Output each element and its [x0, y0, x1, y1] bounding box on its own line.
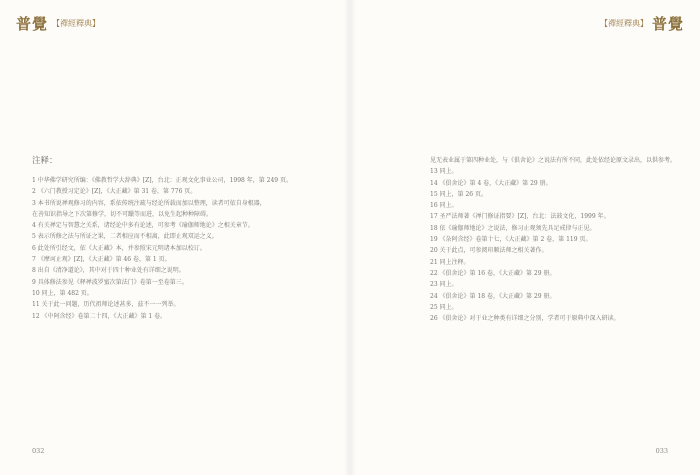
note-line: 11 关于此一问题，历代祖师论述甚多，兹不一一列举。 [32, 301, 180, 309]
note-line: 23 同上。 [430, 281, 458, 289]
note-line: 10 同上，第 482 页。 [32, 289, 93, 297]
right-notes [430, 155, 680, 324]
note-line: 6 此处所引经文，依《大正藏》本，并参照宋元明诸本加以校订。 [32, 244, 206, 252]
note-line: 13 同上。 [430, 168, 458, 176]
left-header-tag: 【禪經釋典】 [52, 18, 101, 28]
note-line: 17 圣严法师著《禅门修证指要》[Z]，台北：法鼓文化，1999 年。 [430, 213, 610, 221]
note-line: 22 《俱舍论》第 16 卷，《大正藏》第 29 册。 [430, 269, 556, 277]
book-gutter [344, 0, 356, 475]
right-page-number: 033 [655, 447, 668, 455]
note-line: 7 《摩诃止观》[Z]，《大正藏》第 46 卷，第 1 页。 [32, 256, 171, 264]
note-line: 1 中华佛学研究所编：《佛教哲学大辞典》[Z]，台北：正观文化事业公司，1998 年，第 249 页。 [32, 177, 293, 184]
note-line: 2 《六门教授习定论》[Z]，《大正藏》第 31 卷，第 776 页。 [32, 188, 197, 196]
note-line: 3 本书所说禅观修习的内容，系依传统注疏与经论所载而加以整理，读者可依自身根器， [32, 199, 266, 207]
right-page-header [600, 14, 684, 32]
note-line: 21 同上注释。 [430, 258, 470, 266]
right-header-tag: 【禪經釋典】 [599, 18, 648, 28]
notes-heading: 注释： [32, 156, 58, 166]
note-line: 见无表业属于第四种业处，与《俱舍论》之说法有所不同，此处依经论原文录出，以供参考。 [430, 157, 677, 164]
note-line: 15 同上，第 26 页。 [430, 190, 487, 198]
note-line: 12 《中阿含经》卷第二十四，《大正藏》第 1 卷。 [32, 312, 167, 320]
note-line: 5 表示所修之法与所证之果，二者相应而不相离，此即止观双运之义。 [32, 233, 218, 241]
note-line: 24 《俱舍论》第 18 卷，《大正藏》第 29 册。 [430, 292, 556, 300]
note-line: 4 有关禅定与智慧之关系，诸经论中多有论述，可参考《瑜伽师地论》之相关章节。 [32, 222, 254, 230]
note-line: 19 《杂阿含经》卷第十七，《大正藏》第 2 卷，第 119 页。 [430, 236, 592, 244]
left-page-header [16, 14, 100, 32]
left-notes [32, 155, 318, 322]
note-line: 25 同上。 [430, 303, 458, 311]
right-page [350, 0, 700, 475]
right-logo: 普覺 [651, 14, 684, 33]
note-line: 26 《俱舍论》对于业之种类有详细之分别，学者可于原典中深入研读。 [430, 315, 620, 323]
note-line: 9 具体修法参见《释禅波罗蜜次第法门》卷第一至卷第三。 [32, 278, 188, 286]
note-line: 18 依《瑜伽师地论》之说法，修习止观须先具足戒律与正见。 [430, 224, 596, 232]
note-line: 20 关于此点，可参阅印顺法师之相关著作。 [430, 247, 548, 255]
note-line: 14 《俱舍论》第 4 卷，《大正藏》第 29 册。 [430, 179, 552, 187]
left-page-number: 032 [32, 447, 45, 455]
note-line: 在善知识指导之下次第修学，切不可躐等而进，以免生起种种障碍。 [32, 210, 213, 218]
left-logo: 普覺 [16, 14, 49, 33]
note-line: 8 出自《清净道论》，其中对于四十种业处有详细之说明。 [32, 267, 185, 275]
note-line: 16 同上。 [430, 202, 458, 210]
